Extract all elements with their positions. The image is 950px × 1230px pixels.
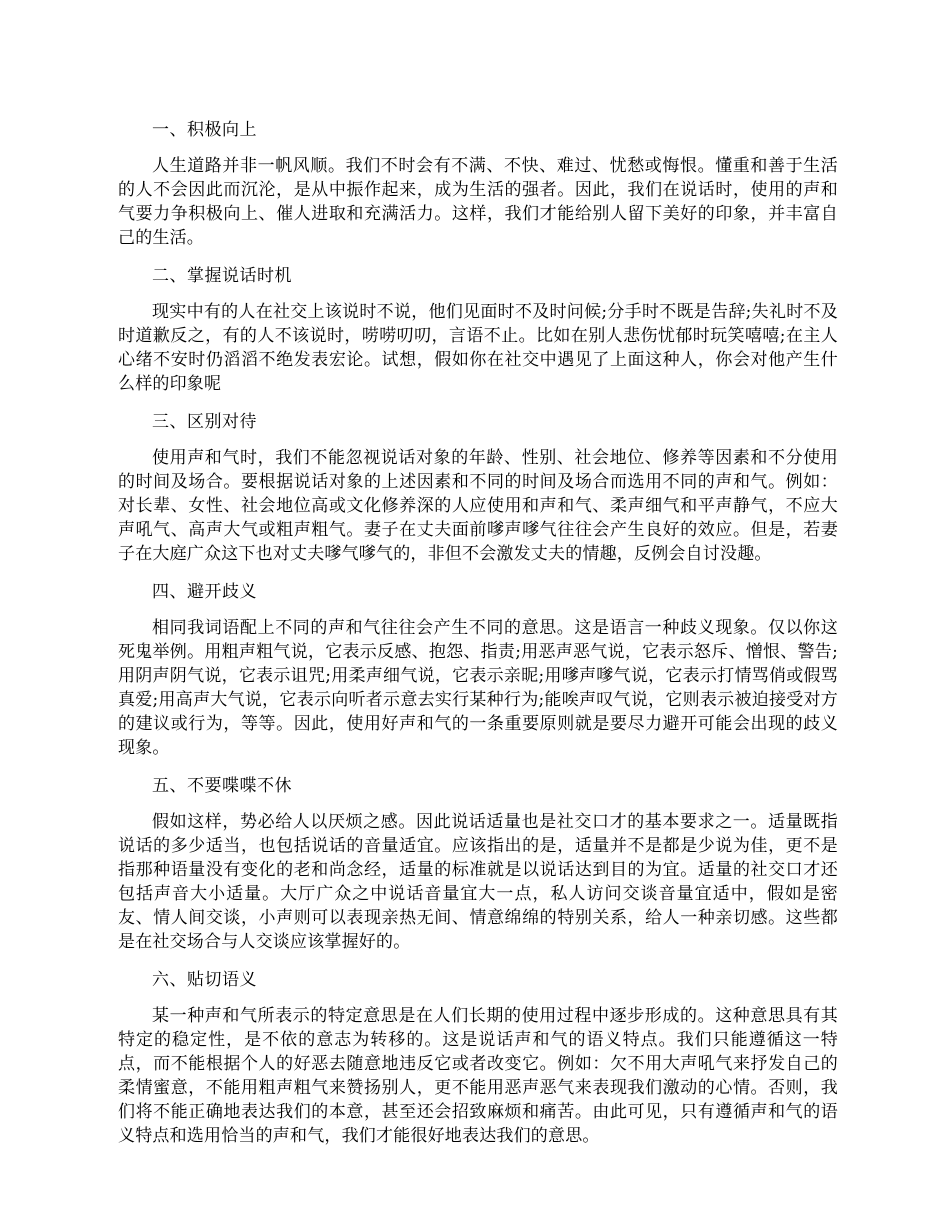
section-3 [118,410,838,566]
section-1 [118,118,838,250]
section-heading: 一、积极向上 [152,120,257,140]
section-5 [118,774,838,954]
section-2 [118,264,838,396]
section-heading: 三、区别对待 [152,412,257,432]
section-paragraph: 相同我词语配上不同的声和气往往会产生不同的意思。这是语言一种歧义现象。仅以你这死鬼举例。用粗声粗气说，它表示反感、抱怨、指责;用恶声恶气说，它表示怒斥、憎恨、警告;用阴声阴气说，它表示诅咒;用柔声细气说，它表示亲昵;用嗲声嗲气说，它表示打情骂俏或假骂真爱;用高声大气说，它表示向听者示意去实行某种行为;能唉声叹气说，它则表示被迫接受对方的建议或行为，等等。因此，使用好声和气的一条重要原则就是要尽力避开可能会出现的歧义现象。 [118,618,838,758]
section-paragraph: 某一种声和气所表示的特定意思是在人们长期的使用过程中逐步形成的。这种意思具有其特定的稳定性，是不依的意志为转移的。这是说话声和气的语义特点。我们只能遵循这一特点，而不能根据个人的好恶去随意地违反它或者改变它。例如：欠不用大声吼气来抒发自己的柔情蜜意，不能用粗声粗气来赞扬别人，更不能用恶声恶气来表现我们激动的心情。否则，我们将不能正确地表达我们的本意，甚至还会招致麻烦和痛苦。由此可见，只有遵循声和气的语义特点和选用恰当的声和气，我们才能很好地表达我们的意思。 [118,1006,838,1146]
section-heading: 六、贴切语义 [152,970,257,990]
section-heading: 四、避开歧义 [152,582,257,602]
document-page [118,118,838,1162]
section-paragraph: 人生道路并非一帆风顺。我们不时会有不满、不快、难过、忧愁或悔恨。懂重和善于生活的人不会因此而沉沦，是从中振作起来，成为生活的强者。因此，我们在说话时，使用的声和气要力争积极向上、催人进取和充满活力。这样，我们才能给别人留下美好的印象，并丰富自己的生活。 [118,156,838,248]
section-4 [118,580,838,760]
section-heading: 二、掌握说话时机 [152,266,292,286]
section-paragraph: 使用声和气时，我们不能忽视说话对象的年龄、性别、社会地位、修养等因素和不分使用的时间及场合。要根据说话对象的上述因素和不同的时间及场合而选用不同的声和气。例如：对长辈、女性、社会地位高或文化修养深的人应使用和声和气、柔声细气和平声静气，不应大声吼气、高声大气或粗声粗气。妻子在丈夫面前嗲声嗲气往往会产生良好的效应。但是，若妻子在大庭广众这下也对丈夫嗲气嗲气的，非但不会激发丈夫的情趣，反例会自讨没趣。 [118,448,838,564]
section-paragraph: 现实中有的人在社交上该说时不说，他们见面时不及时问候;分手时不既是告辞;失礼时不及时道歉反之，有的人不该说时，唠唠叨叨，言语不止。比如在别人悲伤忧郁时玩笑嘻嘻;在主人心绪不安时仍滔滔不绝发表宏论。试想，假如你在社交中遇见了上面这种人，你会对他产生什么样的印象呢 [118,302,838,394]
section-heading: 五、不要喋喋不休 [152,776,292,796]
section-paragraph: 假如这样，势必给人以厌烦之感。因此说话适量也是社交口才的基本要求之一。适量既指说话的多少适当，也包括说话的音量适宜。应该指出的是，适量并不是都是少说为佳，更不是指那种语量没有变化的老和尚念经，适量的标准就是以说话达到目的为宜。适量的社交口才还包括声音大小适量。大厅广众之中说话音量宜大一点，私人访问交谈音量宜适中，假如是密友、情人间交谈，小声则可以表现亲热无间、情意绵绵的特别关系，给人一种亲切感。这些都是在社交场合与人交谈应该掌握好的。 [118,812,838,952]
section-6 [118,968,838,1148]
